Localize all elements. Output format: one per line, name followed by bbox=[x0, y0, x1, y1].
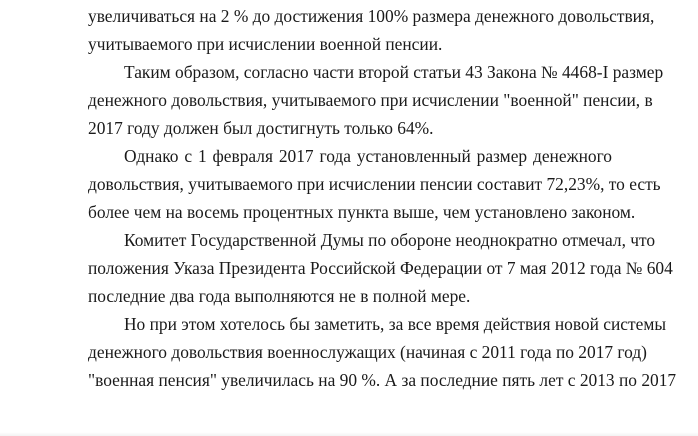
text-line: положения Указа Президента Российской Федерации от 7 мая 2012 года № 604 bbox=[88, 258, 673, 278]
text-line: увеличиваться на 2 % до достижения 100% размера денежного довольствия, bbox=[88, 6, 655, 26]
paragraph-first-line: Таким образом, согласно части второй статьи 43 Закона № 4468-I размер bbox=[124, 62, 664, 82]
text-line: 2017 году должен был достигнуть только 64%. bbox=[88, 118, 434, 138]
text-line: довольствия, учитываемого при исчислении пенсии составит 72,23%, то есть bbox=[88, 174, 661, 194]
text-line: денежного довольствия, учитываемого при исчислении "военной" пенсии, в bbox=[88, 90, 653, 110]
text-line: денежного довольствия военнослужащих (начиная с 2011 года по 2017 год) bbox=[88, 342, 647, 362]
text-line: последние два года выполняются не в полной мере. bbox=[88, 286, 471, 306]
page-bottom-edge bbox=[0, 432, 698, 436]
paragraph-first-line: Но при этом хотелось бы заметить, за все время действия новой системы bbox=[124, 314, 667, 334]
paragraph-first-line: Комитет Государственной Думы по обороне неоднократно отмечал, что bbox=[124, 230, 656, 250]
text-line: учитываемого при исчислении военной пенсии. bbox=[88, 34, 443, 54]
text-line: более чем на восемь процентных пункта выше, чем установлено законом. bbox=[88, 202, 636, 222]
paragraph-first-line: Однако с 1 февраля 2017 года установленный размер денежного bbox=[124, 146, 612, 166]
text-line: "военная пенсия" увеличилась на 90 %. А за последние пять лет с 2013 по 2017 bbox=[88, 370, 677, 390]
